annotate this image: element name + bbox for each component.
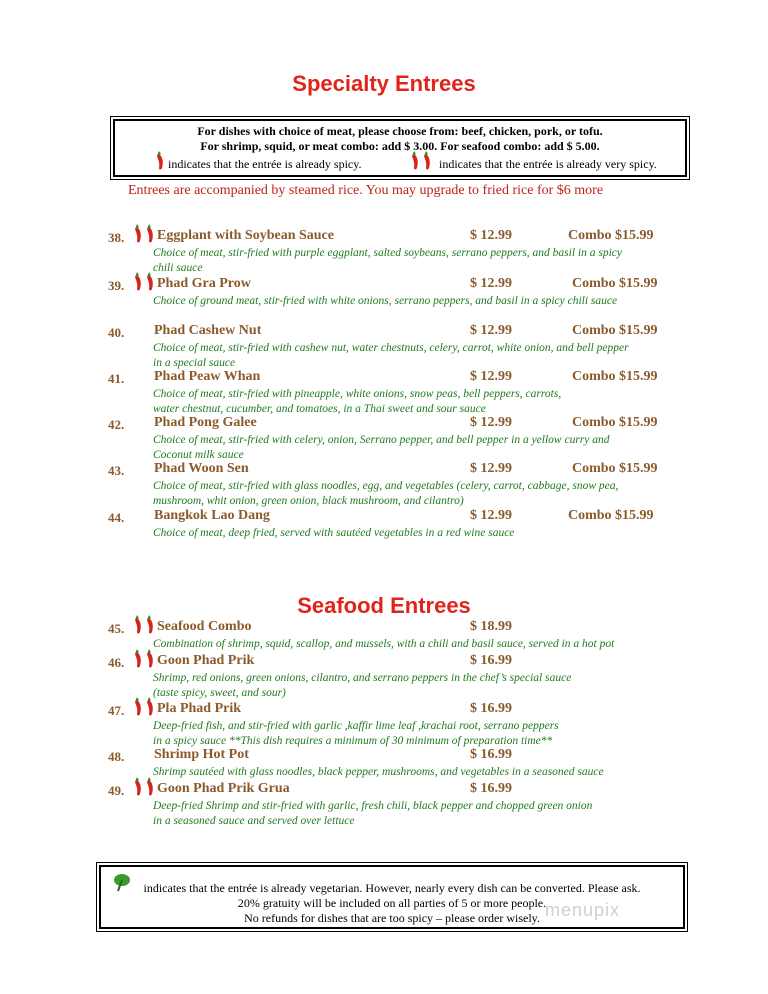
footer-line-1: indicates that the entrée is already vegetarian. However, nearly every dish can be converted. Please ask. xyxy=(143,881,641,895)
item-number: 44. xyxy=(108,510,125,525)
item-description: Choice of meat, deep fried, served with sautéed vegetables in a red wine sauce xyxy=(153,527,515,539)
item-description: Shrimp, red onions, green onions, cilantro, and serrano peppers in the chef’s special sauce xyxy=(153,672,572,684)
item-number: 46. xyxy=(108,655,125,670)
item-price: $ 12.99 xyxy=(470,323,512,338)
footer-line-2: 20% gratuity will be included on all parties of 5 or more people. xyxy=(237,896,547,910)
item-combo-price: Combo $15.99 xyxy=(568,508,654,523)
item-number: 38. xyxy=(108,230,125,245)
item-combo-price: Combo $15.99 xyxy=(572,461,658,476)
item-description: Choice of meat, stir-fried with purple eggplant, salted soybeans, serrano peppers, and basil in a spicy xyxy=(153,247,622,259)
item-description: Choice of ground meat, stir-fried with white onions, serrano peppers, and basil in a spicy chili sauce xyxy=(153,295,618,307)
item-combo-price: Combo $15.99 xyxy=(572,323,658,338)
very-spicy-legend: indicates that the entrée is already very spicy. xyxy=(439,157,657,171)
item-number: 47. xyxy=(108,703,125,718)
item-price: $ 12.99 xyxy=(470,369,512,384)
item-name: Phad Cashew Nut xyxy=(154,323,262,338)
item-name: Phad Peaw Whan xyxy=(154,369,261,384)
seafood-title: Seafood Entrees xyxy=(297,593,471,618)
specialty-title: Specialty Entrees xyxy=(292,71,476,96)
watermark: menupix xyxy=(545,900,621,920)
item-name: Phad Pong Galee xyxy=(154,415,257,430)
item-description-cont: water chestnut, cucumber, and tomatoes, in a Thai sweet and sour sauce xyxy=(153,403,486,415)
rice-note: Entrees are accompanied by steamed rice. You may upgrade to fried rice for $6 more xyxy=(128,183,604,198)
item-name: Goon Phad Prik xyxy=(157,653,255,668)
item-number: 42. xyxy=(108,417,125,432)
item-name: Bangkok Lao Dang xyxy=(154,508,270,523)
item-number: 43. xyxy=(108,463,125,478)
item-combo-price: Combo $15.99 xyxy=(572,415,658,430)
item-description: Shrimp sautéed with glass noodles, black pepper, mushrooms, and vegetables in a seasoned sauce xyxy=(153,766,604,778)
item-description: Choice of meat, stir-fried with cashew nut, water chestnuts, celery, carrot, white onion, and bell pepper xyxy=(153,342,629,354)
item-price: $ 16.99 xyxy=(470,653,512,668)
item-name: Shrimp Hot Pot xyxy=(154,747,249,762)
item-combo-price: Combo $15.99 xyxy=(572,369,658,384)
item-price: $ 12.99 xyxy=(470,415,512,430)
info-box xyxy=(110,116,690,180)
spicy-legend: indicates that the entrée is already spicy. xyxy=(168,157,362,171)
item-price: $ 12.99 xyxy=(470,228,512,243)
footer-line-3: No refunds for dishes that are too spicy – please order wisely. xyxy=(244,911,540,925)
item-number: 40. xyxy=(108,325,125,340)
item-description: Choice of meat, stir-fried with glass noodles, egg, and vegetables (celery, carrot, cabbage, snow pea, xyxy=(153,480,619,492)
item-name: Phad Woon Sen xyxy=(154,461,249,476)
item-number: 39. xyxy=(108,278,125,293)
item-description-cont: in a special sauce xyxy=(153,357,236,369)
info-line-1: For dishes with choice of meat, please choose from: beef, chicken, pork, or tofu. xyxy=(197,124,603,138)
item-price: $ 12.99 xyxy=(470,276,512,291)
item-name: Phad Gra Prow xyxy=(157,276,251,291)
item-price: $ 12.99 xyxy=(470,508,512,523)
item-name: Eggplant with Soybean Sauce xyxy=(157,228,334,243)
footer-box xyxy=(96,862,688,932)
item-description: Choice of meat, stir-fried with pineapple, white onions, snow peas, bell peppers, carrots, xyxy=(153,388,562,400)
item-description: Choice of meat, stir-fried with celery, onion, Serrano pepper, and bell pepper in a yellow curry and xyxy=(153,434,610,446)
item-description-cont: Coconut milk sauce xyxy=(153,449,244,461)
item-price: $ 12.99 xyxy=(470,461,512,476)
item-price: $ 16.99 xyxy=(470,701,512,716)
item-number: 45. xyxy=(108,621,125,636)
item-description: Deep-fried Shrimp and stir-fried with garlic, fresh chili, black pepper and chopped green onion xyxy=(153,800,593,812)
item-price: $ 16.99 xyxy=(470,781,512,796)
item-number: 41. xyxy=(108,371,125,386)
item-combo-price: Combo $15.99 xyxy=(572,276,658,291)
item-name: Goon Phad Prik Grua xyxy=(157,781,290,796)
item-combo-price: Combo $15.99 xyxy=(568,228,654,243)
item-description: Deep-fried fish, and stir-fried with garlic ,kaffir lime leaf ,krachai root, serrano peppers xyxy=(153,720,559,732)
very-spicy-pepper-icon xyxy=(411,151,439,171)
item-description-cont: in a spicy sauce **This dish requires a minimum of 30 minimum of preparation time** xyxy=(153,735,553,747)
item-description-cont: in a seasoned sauce and served over lettuce xyxy=(153,815,355,827)
item-name: Pla Phad Prik xyxy=(157,701,242,716)
item-price: $ 16.99 xyxy=(470,747,512,762)
item-description-cont: (taste spicy, sweet, and sour) xyxy=(153,687,286,699)
item-name: Seafood Combo xyxy=(157,619,252,634)
item-description: Combination of shrimp, squid, scallop, and mussels, with a chili and basil sauce, served in a hot pot xyxy=(153,638,615,650)
item-price: $ 18.99 xyxy=(470,619,512,634)
item-description-cont: chili sauce xyxy=(153,262,203,274)
item-number: 48. xyxy=(108,749,125,764)
item-number: 49. xyxy=(108,783,125,798)
item-description-cont: mushroom, whit onion, green onion, black mushroom, and cilantro) xyxy=(153,495,464,507)
info-line-2: For shrimp, squid, or meat combo: add $ 3.00. For seafood combo: add $ 5.00. xyxy=(200,139,600,153)
